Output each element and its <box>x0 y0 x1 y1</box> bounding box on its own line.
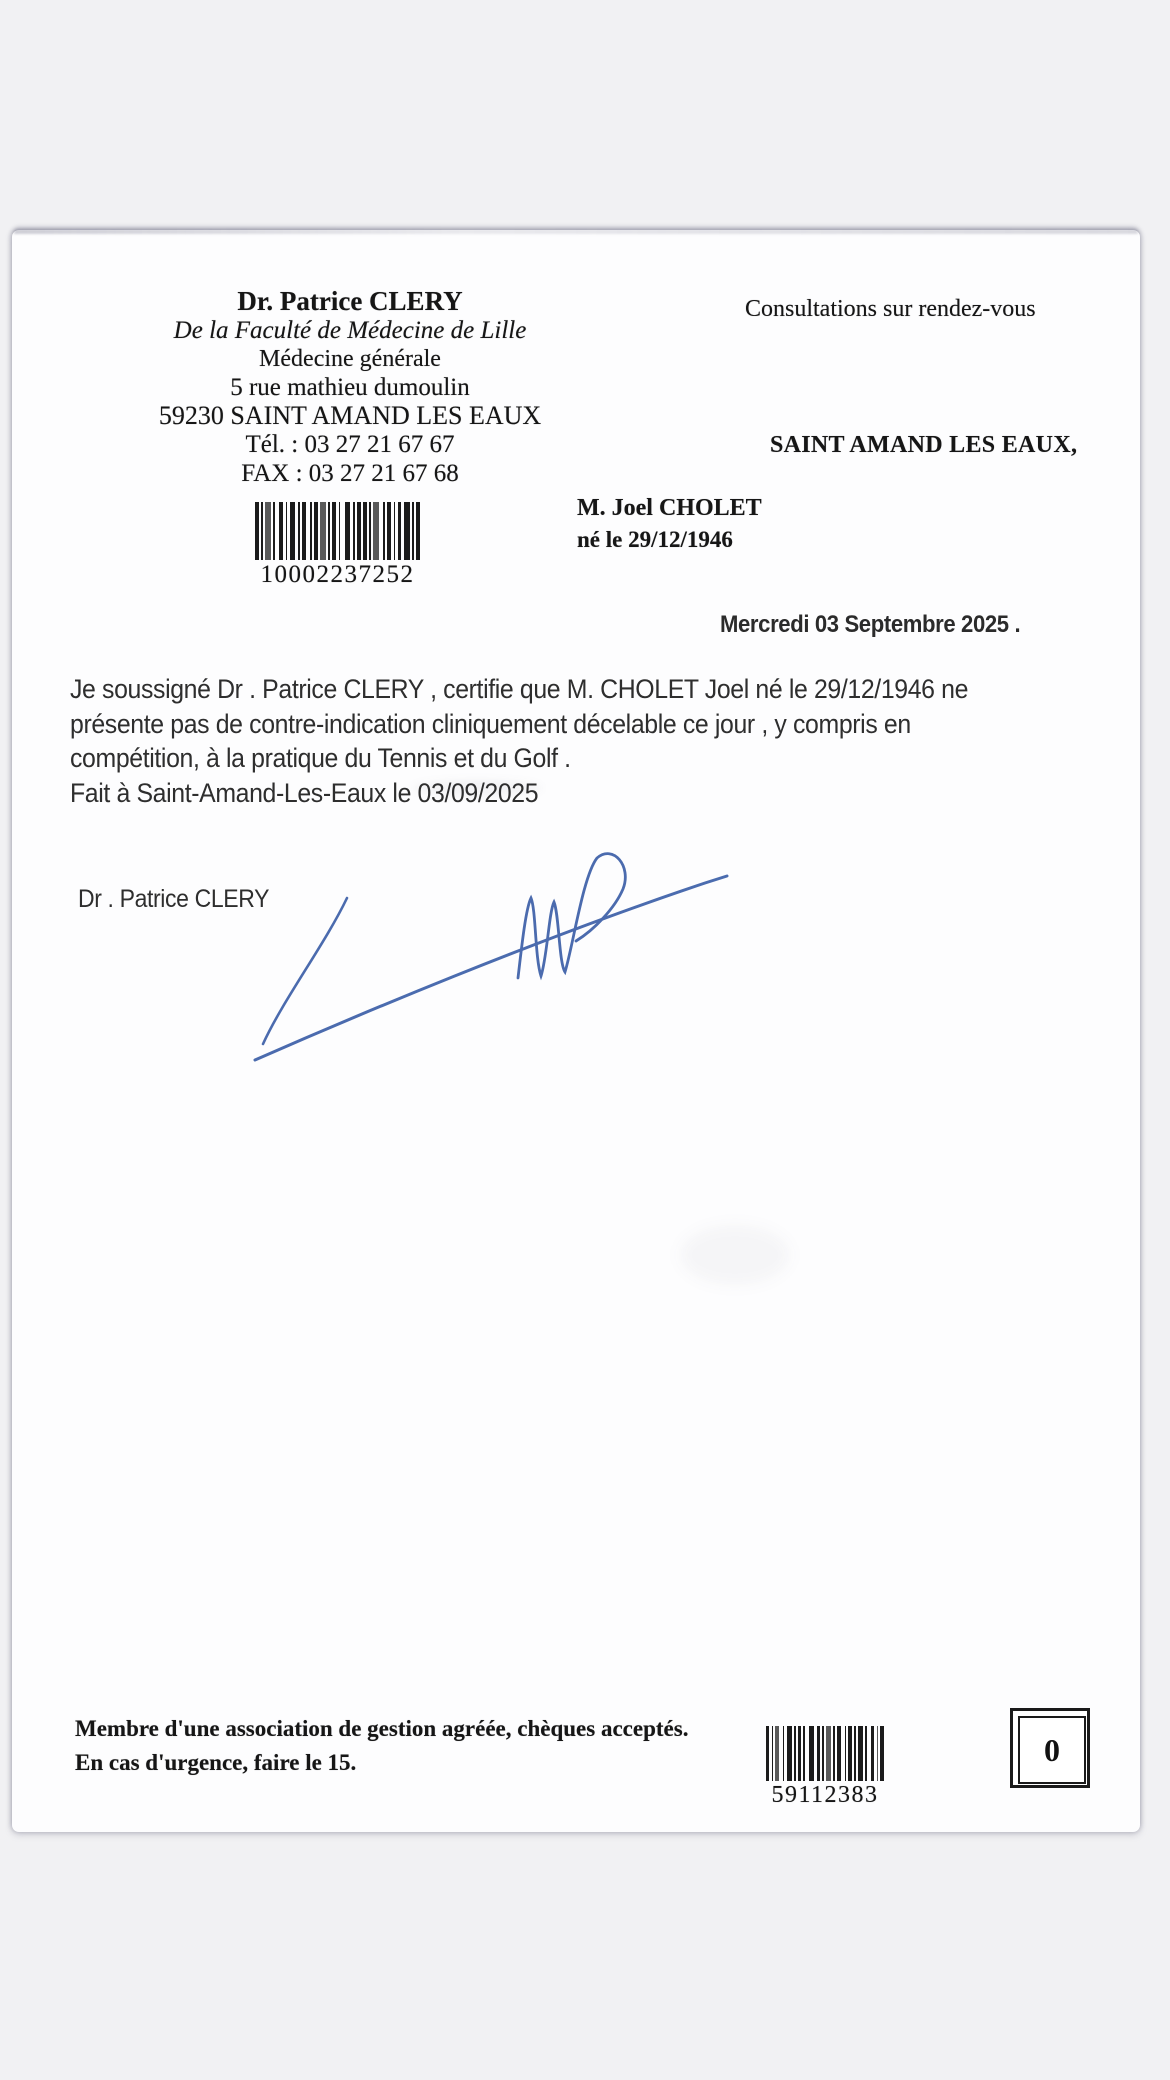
page-number: 0 <box>1018 1716 1086 1784</box>
barcode-bar <box>357 502 361 560</box>
barcode-bar <box>803 1726 805 1781</box>
barcode-bar <box>772 1726 774 1781</box>
patient-block <box>577 493 762 555</box>
barcode-bar <box>794 1726 796 1781</box>
doctor-faculty: De la Faculté de Médecine de Lille <box>173 317 527 344</box>
city-date-line: SAINT AMAND LES EAUX, <box>770 432 1078 458</box>
barcode-bar <box>404 502 410 560</box>
footer-note-2: En cas d'urgence, faire le 15. <box>75 1750 357 1775</box>
barcode-bar <box>290 502 296 560</box>
barcode-bar <box>383 502 385 560</box>
barcode-bar <box>302 502 306 560</box>
doctor-letterhead <box>46 286 654 488</box>
barcode-bar <box>845 1726 847 1781</box>
barcode-bar <box>826 1726 831 1781</box>
certificate-line-4: Fait à Saint-Amand-Les-Eaux le 03/09/2025 <box>70 778 539 808</box>
barcode-bar <box>787 1726 792 1781</box>
doctor-name: Dr. Patrice CLERY <box>237 286 463 316</box>
patient-barcode <box>255 502 420 560</box>
barcode-bar <box>848 1726 851 1781</box>
barcode-bar <box>363 502 367 560</box>
barcode-bar <box>394 502 396 560</box>
patient-birthdate: né le 29/12/1946 <box>577 527 733 552</box>
barcode-bar <box>833 1726 835 1781</box>
scanned-certificate-page <box>12 230 1140 1832</box>
barcode-bar <box>854 1726 856 1781</box>
barcode-bar <box>265 502 271 560</box>
barcode-bar <box>332 502 336 560</box>
barcode-bar <box>817 1726 820 1781</box>
barcode-bar <box>298 502 300 560</box>
footer-notes <box>75 1712 688 1780</box>
footer-barcode-number: 59112383 <box>771 1782 879 1808</box>
doctor-specialty: Médecine générale <box>259 346 441 372</box>
patient-name: M. Joel CHOLET <box>577 495 762 521</box>
barcode-bar <box>369 502 371 560</box>
barcode-bar <box>261 502 263 560</box>
barcode-bar <box>345 502 351 560</box>
doctor-address-street: 5 rue mathieu dumoulin <box>230 374 470 401</box>
certificate-line-3: compétition, à la pratique du Tennis et du Golf . <box>70 743 571 773</box>
doctor-fax: FAX : 03 27 21 67 68 <box>241 460 459 487</box>
barcode-bar <box>865 1726 867 1781</box>
barcode-bar <box>775 1726 778 1781</box>
doctor-address-city: 59230 SAINT AMAND LES EAUX <box>158 401 542 430</box>
barcode-bar <box>398 502 402 560</box>
barcode-bar <box>286 502 288 560</box>
doctor-phone: Tél. : 03 27 21 67 67 <box>245 431 455 458</box>
footer-barcode <box>766 1726 884 1781</box>
page-number-box <box>1010 1708 1090 1788</box>
barcode-bar <box>798 1726 801 1781</box>
barcode-bar <box>871 1726 874 1781</box>
consultations-note: Consultations sur rendez-vous <box>745 296 1036 322</box>
barcode-bar <box>412 502 414 560</box>
patient-barcode-number: 10002237252 <box>260 561 415 588</box>
signer-name: Dr . Patrice CLERY <box>78 885 270 913</box>
barcode-bar <box>320 502 326 560</box>
certificate-line-1: Je soussigné Dr . Patrice CLERY , certifie que M. CHOLET Joel né le 29/12/1946 ne <box>70 674 969 704</box>
barcode-bar <box>387 502 391 560</box>
certificate-line-2: présente pas de contre-indication cliniquement décelable ce jour , y compris en <box>70 709 911 739</box>
barcode-bar <box>416 502 420 560</box>
scan-artifact <box>680 1225 790 1285</box>
barcode-bar <box>880 1726 883 1781</box>
barcode-bar <box>809 1726 814 1781</box>
barcode-bar <box>858 1726 863 1781</box>
barcode-bar <box>314 502 318 560</box>
barcode-bar <box>877 1726 879 1781</box>
barcode-bar <box>373 502 379 560</box>
barcode-bar <box>766 1726 769 1781</box>
barcode-bar <box>837 1726 840 1781</box>
barcode-bar <box>328 502 330 560</box>
barcode-bar <box>310 502 312 560</box>
certificate-date: Mercredi 03 Septembre 2025 . <box>720 611 1021 638</box>
barcode-bar <box>353 502 355 560</box>
barcode-bar <box>273 502 275 560</box>
barcode-bar <box>339 502 341 560</box>
barcode-bar <box>783 1726 785 1781</box>
footer-note-1: Membre d'une association de gestion agréée, chèques acceptés. <box>75 1716 689 1741</box>
barcode-bar <box>822 1726 824 1781</box>
barcode-bar <box>255 502 259 560</box>
doctor-signature <box>235 848 745 1078</box>
barcode-bar <box>279 502 283 560</box>
